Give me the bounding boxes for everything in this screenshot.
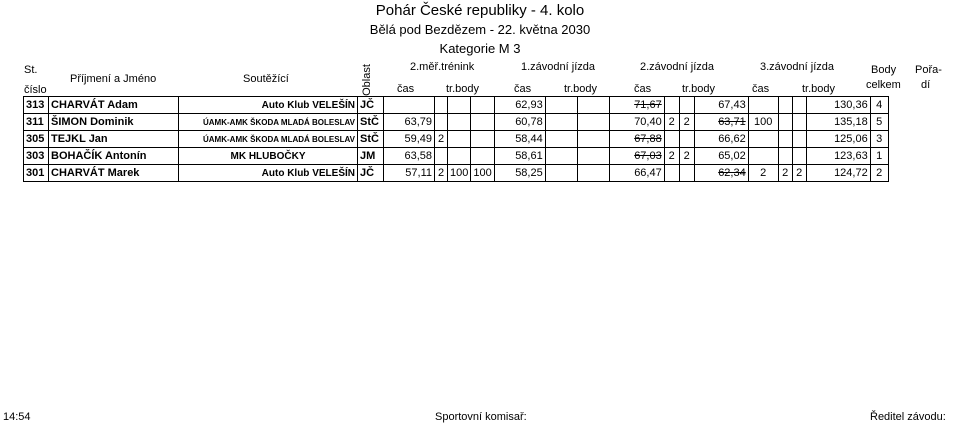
header-club: Soutěžící — [243, 73, 289, 85]
run1-penalty — [577, 114, 609, 131]
training-penalty — [435, 114, 448, 131]
run3-penalty: 100 — [748, 114, 778, 131]
run2-penalty: 2 — [679, 114, 694, 131]
run2-time: 71,67 — [609, 97, 664, 114]
run3-time: 63,71 — [694, 114, 748, 131]
run1-time: 62,93 — [494, 97, 545, 114]
run3-penalty — [778, 97, 792, 114]
region: JM — [358, 148, 384, 165]
header-run3: 3.závodní jízda — [760, 61, 834, 73]
region: JČ — [358, 97, 384, 114]
header-poradi: Pořa- — [915, 64, 942, 76]
header-poradi-2: dí — [921, 79, 931, 91]
header-st: St. — [24, 64, 38, 76]
run3-penalty — [792, 97, 806, 114]
header-run2: 2.závodní jízda — [640, 61, 714, 73]
run2-time: 67,03 — [609, 148, 664, 165]
competitor-name: ŠIMON Dominik — [49, 114, 179, 131]
header-trbody-run2: tr.body — [682, 83, 716, 95]
run2-penalty: 2 — [664, 114, 679, 131]
training-penalty: 100 — [471, 165, 494, 182]
training-penalty: 2 — [435, 131, 448, 148]
training-time — [384, 97, 435, 114]
region: StČ — [358, 131, 384, 148]
run1-penalty — [577, 165, 609, 182]
run3-penalty — [778, 148, 792, 165]
training-time: 63,58 — [384, 148, 435, 165]
run1-penalty — [577, 148, 609, 165]
run1-penalty — [577, 97, 609, 114]
run3-time: 67,43 — [694, 97, 748, 114]
run2-penalty — [679, 97, 694, 114]
run2-penalty — [679, 165, 694, 182]
training-penalty — [448, 97, 471, 114]
table-row — [24, 114, 889, 131]
run2-penalty: 2 — [664, 148, 679, 165]
club-name: ÚAMK-AMK ŠKODA MLADÁ BOLESLAV — [179, 131, 358, 148]
run1-time: 58,25 — [494, 165, 545, 182]
print-time: 14:54 — [3, 411, 31, 423]
run1-time: 60,78 — [494, 114, 545, 131]
start-number: 305 — [24, 131, 49, 148]
competitor-name: CHARVÁT Adam — [49, 97, 179, 114]
header-cas-run1: čas — [514, 83, 532, 95]
run1-penalty — [545, 165, 577, 182]
total-points: 124,72 — [806, 165, 870, 182]
table-row — [24, 131, 889, 148]
run2-penalty — [664, 131, 679, 148]
total-points: 130,36 — [806, 97, 870, 114]
training-time: 59,49 — [384, 131, 435, 148]
training-penalty — [471, 131, 494, 148]
region: StČ — [358, 114, 384, 131]
training-penalty — [435, 148, 448, 165]
header-name: Příjmení a Jméno — [70, 73, 157, 85]
run2-time: 67,88 — [609, 131, 664, 148]
header-trbody-run1: tr.body — [564, 83, 598, 95]
header-run1: 1.závodní jízda — [521, 61, 595, 73]
table-row — [24, 148, 889, 165]
total-points: 125,06 — [806, 131, 870, 148]
run3-penalty — [792, 148, 806, 165]
run1-time: 58,61 — [494, 148, 545, 165]
run2-penalty — [664, 165, 679, 182]
run3-penalty — [778, 131, 792, 148]
header-cislo: číslo — [24, 84, 47, 96]
run1-penalty — [545, 114, 577, 131]
rank: 4 — [870, 97, 888, 114]
category-label: Kategorie M 3 — [439, 41, 521, 56]
run3-penalty: 2 — [778, 165, 792, 182]
document-title: Pohár České republiky - 4. kolo — [375, 2, 585, 19]
training-penalty — [435, 97, 448, 114]
run3-time: 65,02 — [694, 148, 748, 165]
table-row — [24, 165, 889, 182]
run2-penalty — [679, 131, 694, 148]
run1-penalty — [545, 148, 577, 165]
training-penalty — [448, 148, 471, 165]
header-trbody-run3: tr.body — [802, 83, 836, 95]
club-name: Auto Klub VELEŠÍN — [179, 97, 358, 114]
start-number: 301 — [24, 165, 49, 182]
event-subtitle: Bělá pod Bezdězem - 22. května 2030 — [369, 22, 591, 37]
run1-time: 58,44 — [494, 131, 545, 148]
run3-penalty — [748, 131, 778, 148]
total-points: 135,18 — [806, 114, 870, 131]
competitor-name: CHARVÁT Marek — [49, 165, 179, 182]
run3-time: 62,34 — [694, 165, 748, 182]
start-number: 311 — [24, 114, 49, 131]
director-label: Ředitel závodu: — [870, 411, 946, 423]
run2-penalty — [664, 97, 679, 114]
run3-penalty — [748, 148, 778, 165]
run1-penalty — [577, 131, 609, 148]
run3-penalty: 2 — [748, 165, 778, 182]
training-penalty — [471, 97, 494, 114]
competitor-name: BOHAČÍK Antonín — [49, 148, 179, 165]
start-number: 303 — [24, 148, 49, 165]
header-region: Oblast — [361, 64, 373, 96]
run1-penalty — [545, 131, 577, 148]
club-name: MK HLUBOČKY — [179, 148, 358, 165]
run3-time: 66,62 — [694, 131, 748, 148]
header-cas-training: čas — [397, 83, 415, 95]
rank: 1 — [870, 148, 888, 165]
rank: 3 — [870, 131, 888, 148]
header-cas-run3: čas — [752, 83, 770, 95]
rank: 2 — [870, 165, 888, 182]
start-number: 313 — [24, 97, 49, 114]
run1-penalty — [545, 97, 577, 114]
run2-time: 66,47 — [609, 165, 664, 182]
run3-penalty — [778, 114, 792, 131]
training-penalty — [471, 148, 494, 165]
training-time: 63,79 — [384, 114, 435, 131]
commissioner-label: Sportovní komisař: — [435, 411, 527, 423]
run3-penalty — [792, 114, 806, 131]
training-time: 57,11 — [384, 165, 435, 182]
competitor-name: TEJKL Jan — [49, 131, 179, 148]
region: JČ — [358, 165, 384, 182]
run3-penalty — [748, 97, 778, 114]
header-celkem: celkem — [866, 79, 901, 91]
header-cas-run2: čas — [634, 83, 652, 95]
run2-penalty: 2 — [679, 148, 694, 165]
run3-penalty — [792, 131, 806, 148]
run2-time: 70,40 — [609, 114, 664, 131]
training-penalty — [448, 131, 471, 148]
run3-penalty: 2 — [792, 165, 806, 182]
header-training: 2.měř.trénink — [410, 61, 475, 73]
club-name: ÚAMK-AMK ŠKODA MLADÁ BOLESLAV — [179, 114, 358, 131]
header-trbody-training: tr.body — [446, 83, 480, 95]
training-penalty: 100 — [448, 165, 471, 182]
results-table — [23, 96, 889, 182]
rank: 5 — [870, 114, 888, 131]
header-body: Body — [871, 64, 897, 76]
table-row — [24, 97, 889, 114]
club-name: Auto Klub VELEŠÍN — [179, 165, 358, 182]
training-penalty: 2 — [435, 165, 448, 182]
training-penalty — [448, 114, 471, 131]
total-points: 123,63 — [806, 148, 870, 165]
training-penalty — [471, 114, 494, 131]
